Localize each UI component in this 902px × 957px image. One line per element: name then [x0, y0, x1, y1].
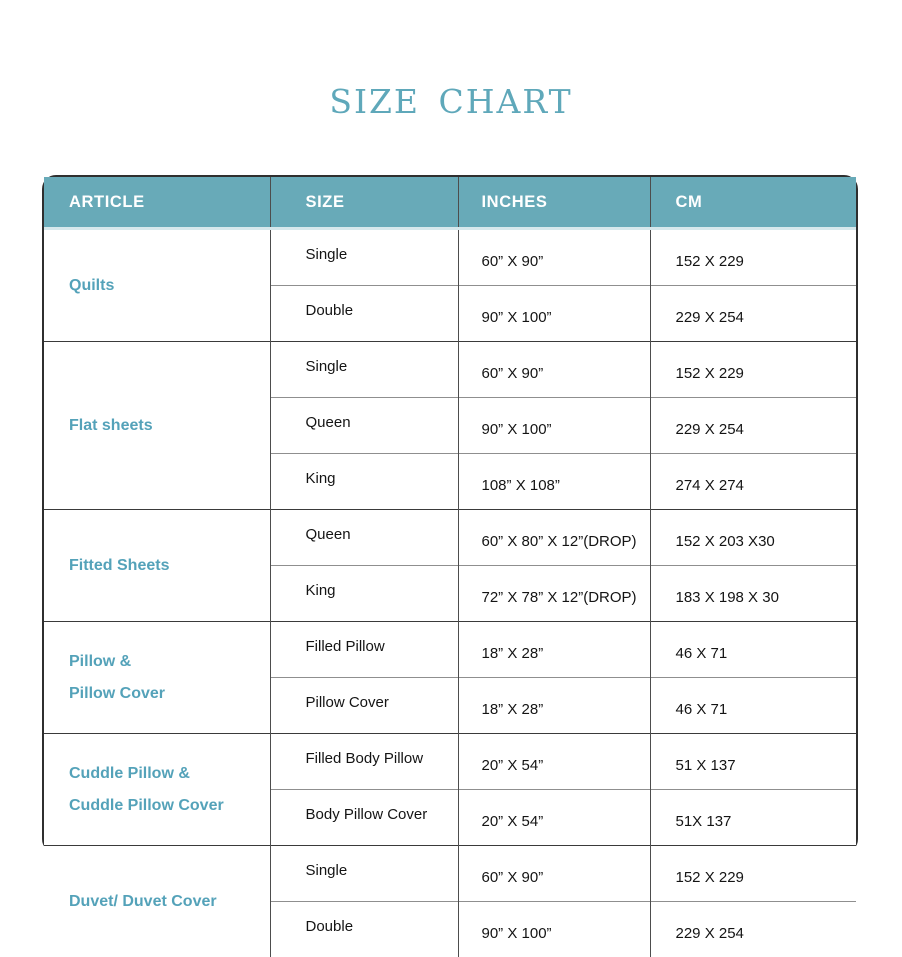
- column-header-inches: INCHES: [458, 177, 650, 229]
- column-header-cm: CM: [650, 177, 856, 229]
- table-row: [44, 734, 856, 790]
- column-header-article: ARTICLE: [44, 177, 270, 229]
- table-row: [44, 846, 856, 902]
- table-row: [44, 510, 856, 566]
- size-cell: Queen: [270, 510, 458, 566]
- cm-cell: 274 X 274: [650, 454, 856, 510]
- article-cell: [44, 846, 270, 957]
- size-cell: Filled Body Pillow: [270, 734, 458, 790]
- inches-cell: 108” X 108”: [458, 454, 650, 510]
- article-line: Flat sheets: [69, 410, 269, 442]
- size-cell: Single: [270, 846, 458, 902]
- cm-cell: 229 X 254: [650, 902, 856, 957]
- inches-cell: 72” X 78” X 12”(DROP): [458, 566, 650, 622]
- article-line: Quilts: [69, 270, 269, 302]
- inches-cell: 60” X 80” X 12”(DROP): [458, 510, 650, 566]
- column-header-size: SIZE: [270, 177, 458, 229]
- article-cell: [44, 229, 270, 342]
- cm-cell: 51X 137: [650, 790, 856, 846]
- table-row: [44, 342, 856, 398]
- cm-cell: 152 X 203 X30: [650, 510, 856, 566]
- size-cell: Pillow Cover: [270, 678, 458, 734]
- article-line: Pillow Cover: [69, 678, 269, 710]
- size-cell: Single: [270, 342, 458, 398]
- size-cell: Double: [270, 286, 458, 342]
- size-cell: Body Pillow Cover: [270, 790, 458, 846]
- cm-cell: 152 X 229: [650, 342, 856, 398]
- size-cell: Filled Pillow: [270, 622, 458, 678]
- article-cell: [44, 734, 270, 846]
- cm-cell: 46 X 71: [650, 678, 856, 734]
- inches-cell: 18” X 28”: [458, 678, 650, 734]
- inches-cell: 20” X 54”: [458, 734, 650, 790]
- article-cell: [44, 342, 270, 510]
- cm-cell: 152 X 229: [650, 846, 856, 902]
- table-row: [44, 229, 856, 286]
- size-chart-table: [42, 175, 858, 853]
- article-line: Fitted Sheets: [69, 550, 269, 582]
- article-line: Duvet/ Duvet Cover: [69, 886, 269, 918]
- inches-cell: 90” X 100”: [458, 398, 650, 454]
- cm-cell: 152 X 229: [650, 229, 856, 286]
- article-cell: [44, 510, 270, 622]
- inches-cell: 90” X 100”: [458, 286, 650, 342]
- cm-cell: 51 X 137: [650, 734, 856, 790]
- inches-cell: 18” X 28”: [458, 622, 650, 678]
- table-body: [44, 229, 856, 957]
- table-row: [44, 622, 856, 678]
- size-cell: Single: [270, 229, 458, 286]
- cm-cell: 229 X 254: [650, 398, 856, 454]
- inches-cell: 60” X 90”: [458, 846, 650, 902]
- size-cell: Double: [270, 902, 458, 957]
- size-cell: King: [270, 566, 458, 622]
- article-line: Pillow &: [69, 646, 269, 678]
- size-chart: [44, 177, 856, 957]
- article-line: Cuddle Pillow &: [69, 758, 269, 790]
- inches-cell: 60” X 90”: [458, 229, 650, 286]
- size-cell: King: [270, 454, 458, 510]
- cm-cell: 46 X 71: [650, 622, 856, 678]
- table-header-row: [44, 177, 856, 229]
- inches-cell: 90” X 100”: [458, 902, 650, 957]
- article-cell: [44, 622, 270, 734]
- cm-cell: 229 X 254: [650, 286, 856, 342]
- size-cell: Queen: [270, 398, 458, 454]
- cm-cell: 183 X 198 X 30: [650, 566, 856, 622]
- article-line: Cuddle Pillow Cover: [69, 790, 269, 822]
- inches-cell: 60” X 90”: [458, 342, 650, 398]
- page-title: SIZE CHART: [0, 82, 902, 121]
- inches-cell: 20” X 54”: [458, 790, 650, 846]
